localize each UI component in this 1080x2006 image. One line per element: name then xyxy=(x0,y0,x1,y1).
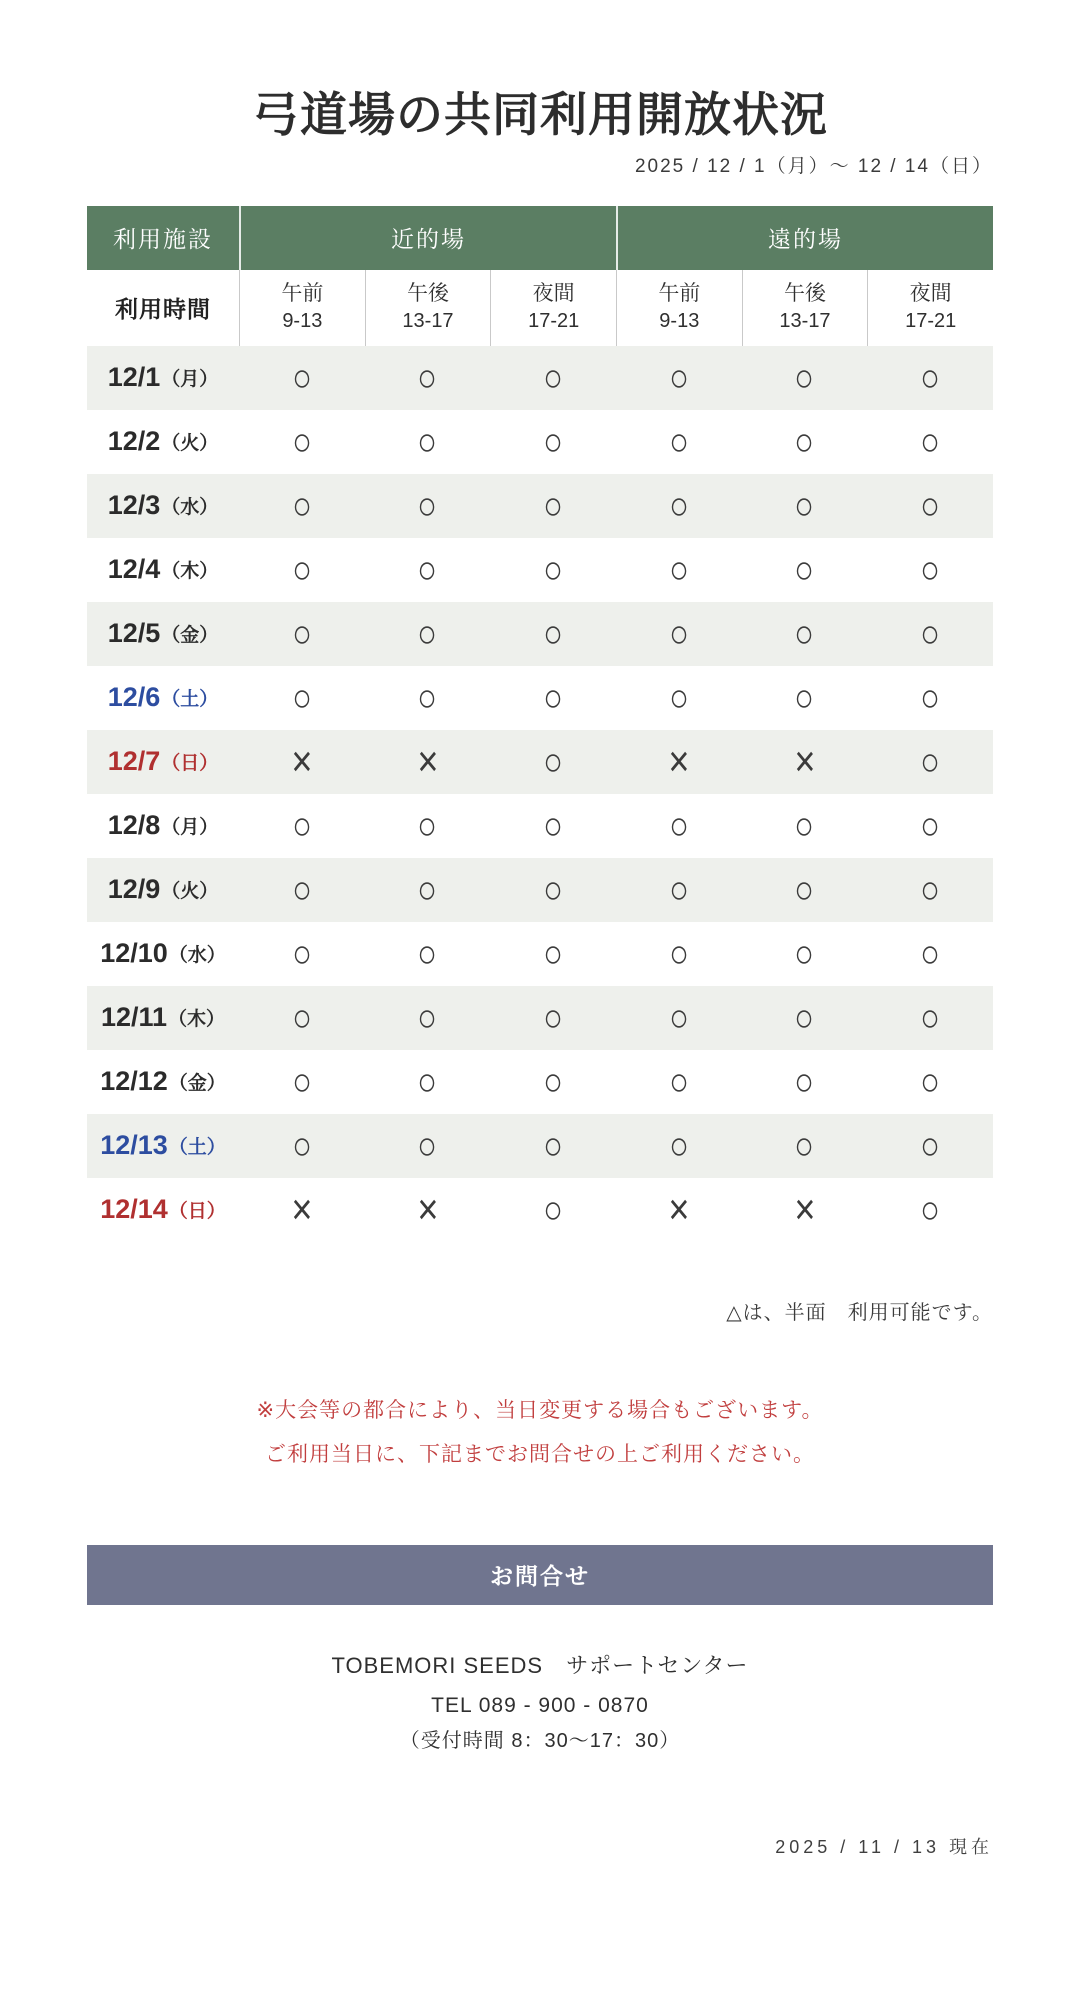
contact-bar: お問合せ xyxy=(87,1545,993,1605)
date-cell: 12/14 （日） xyxy=(100,1194,226,1225)
open-mark: ○ xyxy=(291,547,312,592)
open-mark: ○ xyxy=(794,995,815,1040)
open-mark: ○ xyxy=(543,611,564,656)
table-row xyxy=(87,730,993,794)
open-mark: ○ xyxy=(920,483,941,528)
open-mark: ○ xyxy=(417,611,438,656)
table-row xyxy=(87,602,993,666)
open-mark: ○ xyxy=(920,1123,941,1168)
open-mark: ○ xyxy=(668,803,689,848)
time-slot-header: 午前 9-13 xyxy=(239,270,365,346)
warning-line-1: ※大会等の都合により、当日変更する場合もございます。 xyxy=(256,1398,824,1422)
open-mark: ○ xyxy=(417,867,438,912)
date-cell: 12/9 （火） xyxy=(107,874,219,905)
open-mark: ○ xyxy=(794,803,815,848)
open-mark: ○ xyxy=(291,995,312,1040)
time-header-row xyxy=(87,270,993,346)
content xyxy=(87,151,993,1859)
closed-mark: × xyxy=(668,1184,690,1234)
table-row xyxy=(87,410,993,474)
table-row xyxy=(87,666,993,730)
date-cell: 12/2 （火） xyxy=(107,426,219,457)
open-mark: ○ xyxy=(543,483,564,528)
time-header-cell: 利用時間 xyxy=(115,296,211,323)
open-mark: ○ xyxy=(417,355,438,400)
open-mark: ○ xyxy=(291,1059,312,1104)
time-slot-header: 午後 13-17 xyxy=(365,270,491,346)
open-mark: ○ xyxy=(417,419,438,464)
date-cell: 12/6 （土） xyxy=(107,682,219,713)
open-mark: ○ xyxy=(543,995,564,1040)
warning-line-2: ご利用当日に、下記までお問合せの上ご利用ください。 xyxy=(265,1442,815,1466)
open-mark: ○ xyxy=(291,803,312,848)
open-mark: ○ xyxy=(543,867,564,912)
open-mark: ○ xyxy=(794,483,815,528)
legend-note: △は、半面 利用可能です。 xyxy=(726,1301,993,1324)
open-mark: ○ xyxy=(291,931,312,976)
open-mark: ○ xyxy=(291,355,312,400)
table-row xyxy=(87,858,993,922)
open-mark: ○ xyxy=(920,547,941,592)
open-mark: ○ xyxy=(794,867,815,912)
facility-kinteki-header: 近的場 xyxy=(239,206,616,270)
time-slot-header: 午前 9-13 xyxy=(616,270,742,346)
open-mark: ○ xyxy=(794,547,815,592)
open-mark: ○ xyxy=(920,931,941,976)
open-mark: ○ xyxy=(417,547,438,592)
closed-mark: × xyxy=(668,736,690,786)
open-mark: ○ xyxy=(920,419,941,464)
facility-header-row xyxy=(87,206,993,270)
open-mark: ○ xyxy=(920,355,941,400)
open-mark: ○ xyxy=(543,1059,564,1104)
date-cell: 12/4 （木） xyxy=(107,554,219,585)
open-mark: ○ xyxy=(668,547,689,592)
closed-mark: × xyxy=(793,736,816,786)
open-mark: ○ xyxy=(417,995,438,1040)
open-mark: ○ xyxy=(417,675,438,720)
open-mark: ○ xyxy=(668,483,689,528)
closed-mark: × xyxy=(793,1184,816,1234)
open-mark: ○ xyxy=(668,355,689,400)
open-mark: ○ xyxy=(543,931,564,976)
open-mark: ○ xyxy=(417,483,438,528)
table-row xyxy=(87,538,993,602)
closed-mark: × xyxy=(291,1184,313,1234)
date-cell: 12/11 （木） xyxy=(100,1002,226,1033)
table-row xyxy=(87,794,993,858)
open-mark: ○ xyxy=(291,419,312,464)
time-slot-header: 午後 13-17 xyxy=(742,270,868,346)
contact-tel: TEL 089 - 900 - 0870 xyxy=(431,1693,649,1717)
open-mark: ○ xyxy=(794,1123,815,1168)
open-mark: ○ xyxy=(794,355,815,400)
open-mark: ○ xyxy=(668,867,689,912)
open-mark: ○ xyxy=(920,995,941,1040)
open-mark: ○ xyxy=(668,1123,689,1168)
open-mark: ○ xyxy=(291,867,312,912)
open-mark: ○ xyxy=(417,931,438,976)
date-cell: 12/8 （月） xyxy=(107,810,219,841)
open-mark: ○ xyxy=(543,547,564,592)
open-mark: ○ xyxy=(794,931,815,976)
facility-enteki-header: 遠的場 xyxy=(616,206,993,270)
time-slot-header: 夜間 17-21 xyxy=(867,270,993,346)
open-mark: ○ xyxy=(417,803,438,848)
date-cell: 12/7 （日） xyxy=(107,746,219,777)
closed-mark: × xyxy=(416,736,439,786)
open-mark: ○ xyxy=(668,1059,689,1104)
open-mark: ○ xyxy=(794,675,815,720)
open-mark: ○ xyxy=(291,1123,312,1168)
closed-mark: × xyxy=(291,736,313,786)
schedule-table xyxy=(87,206,993,1242)
page xyxy=(0,86,1080,1859)
open-mark: ○ xyxy=(417,1123,438,1168)
open-mark: ○ xyxy=(920,803,941,848)
table-row xyxy=(87,474,993,538)
page-title: 弓道場の共同利用開放状況 xyxy=(252,88,828,141)
open-mark: ○ xyxy=(668,931,689,976)
open-mark: ○ xyxy=(668,995,689,1040)
contact-info xyxy=(87,1649,993,1753)
open-mark: ○ xyxy=(668,675,689,720)
table-row xyxy=(87,1050,993,1114)
open-mark: ○ xyxy=(920,1059,941,1104)
open-mark: ○ xyxy=(543,419,564,464)
contact-hours: （受付時間 8：30〜17：30） xyxy=(399,1729,681,1752)
date-cell: 12/10 （水） xyxy=(100,938,226,969)
open-mark: ○ xyxy=(920,611,941,656)
as-of-date: 2025 / 11 / 13 現在 xyxy=(775,1836,993,1857)
open-mark: ○ xyxy=(794,419,815,464)
open-mark: ○ xyxy=(794,1059,815,1104)
contact-name: TOBEMORI SEEDS サポートセンター xyxy=(331,1652,749,1678)
open-mark: ○ xyxy=(291,675,312,720)
open-mark: ○ xyxy=(920,739,941,784)
open-mark: ○ xyxy=(543,355,564,400)
table-row xyxy=(87,1114,993,1178)
open-mark: ○ xyxy=(543,1123,564,1168)
table-row xyxy=(87,986,993,1050)
open-mark: ○ xyxy=(291,611,312,656)
table-row xyxy=(87,346,993,410)
time-slot-header: 夜間 17-21 xyxy=(490,270,616,346)
open-mark: ○ xyxy=(920,675,941,720)
table-row xyxy=(87,1178,993,1242)
facility-header-cell: 利用施設 xyxy=(113,226,213,253)
closed-mark: × xyxy=(416,1184,439,1234)
open-mark: ○ xyxy=(794,611,815,656)
open-mark: ○ xyxy=(668,611,689,656)
open-mark: ○ xyxy=(543,739,564,784)
date-cell: 12/1 （月） xyxy=(107,362,219,393)
open-mark: ○ xyxy=(291,483,312,528)
date-cell: 12/5 （金） xyxy=(107,618,219,649)
open-mark: ○ xyxy=(668,419,689,464)
open-mark: ○ xyxy=(920,1187,941,1232)
warning-note xyxy=(87,1389,993,1477)
open-mark: ○ xyxy=(543,1187,564,1232)
open-mark: ○ xyxy=(920,867,941,912)
date-cell: 12/12 （金） xyxy=(100,1066,226,1097)
period-label: 2025 / 12 / 1（月）〜 12 / 14（日） xyxy=(634,155,993,177)
open-mark: ○ xyxy=(543,803,564,848)
open-mark: ○ xyxy=(543,675,564,720)
date-cell: 12/3 （水） xyxy=(107,490,219,521)
date-cell: 12/13 （土） xyxy=(100,1130,226,1161)
table-row xyxy=(87,922,993,986)
open-mark: ○ xyxy=(417,1059,438,1104)
